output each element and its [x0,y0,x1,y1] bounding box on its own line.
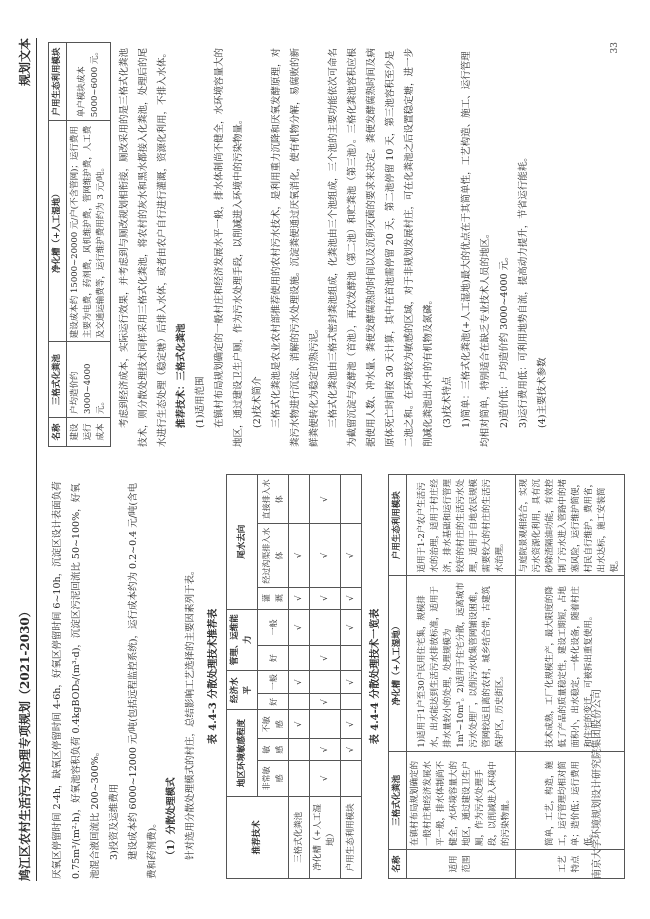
col-subheader: 一般 [258,609,289,646]
subheading: (2)技术简介 [252,376,263,428]
col-subheader: 直接排入水体 [258,475,289,524]
table-row [341,475,362,879]
tech-overview-table-continued [48,42,111,447]
section-label: 规划文本 [18,38,32,87]
subheading: (3)技术特点 [442,376,453,428]
check-cell: √ [310,646,341,671]
row-label: 三格式化粪池 [289,796,310,878]
check-cell: √ [341,670,362,693]
table-cell: 技术成熟，工厂化规模生产，最大限度的降低了产品的质量稳定性，建设工期短，占地面积小，出水稳定，一体化设备，随着村庄和住宅的变迁，可被拆出重复使用。 [516,576,625,751]
col-header: 净化槽（+人工湿地） [49,121,67,342]
check-cell [341,694,362,710]
check-cell: √ [289,710,310,739]
col-group-header: 地区环境敏感程度 [227,710,258,796]
check-cell [310,710,341,739]
section-heading: （1）分散处理模式 [166,777,177,860]
col-group-header: 经济水平 [227,670,258,709]
col-header: 户用生态利用模块 [49,43,67,121]
paragraph: 针对选用分散处理模式的村庄，总结影响工艺选择的主要因素列于表。 [185,565,196,860]
section-heading: 推荐技术：三格式化粪池 [176,323,187,428]
col-group-header: 管理、运维能力 [227,609,258,670]
check-cell: √ [341,587,362,609]
col-subheader: 好 [258,694,289,710]
tech-recommend-table [226,474,362,879]
col-subheader: 一般 [258,670,289,693]
table-cell: 1)适用于1户至30户民用住宅集，规模排水，出水能达到生活污水排放标准，适用于排水量较小的处理，处理规模为 1m³~10m³。2)适用于住宅分散，远离城市污水处理厂，以削污水收集管网铺设困难，管网较远且离的农村，城乡结合带，古建筑保护区，历史街区。 [407,576,516,751]
subheading: (1)适用范围 [195,376,206,428]
table-cell: 户均造价约 3000~4000 元。 [67,342,111,418]
check-cell [310,670,341,693]
left-column [48,474,625,879]
col-header: 推荐技术 [227,796,289,878]
row-label: 户用生态利用模块 [341,796,362,878]
row-label: 净化槽（+人工湿地） [310,796,341,878]
page-header [12,38,37,881]
document-title: 鸠江区农村生活污水治理专项规划（2021-2030） [18,605,32,881]
right-column [48,42,552,447]
col-header: 名称 [49,418,67,447]
paragraph: 建设成本约 6000~12000 元/吨(包括远程监控系统)，运行成本约为 0.2~0.4 元/吨(含电费和药剂费)。 [128,482,158,879]
check-cell [289,475,310,524]
paragraph: 在镇村布局规划确定的一般村庄和经济发展水平一般，排水体制尚不健全，水环境容量大的地区，通过建设卫生户厕，作为污水处理手段，以削减进入环境中的污染物量。 [214,47,244,447]
table-cell: 单户模块成本 5000~6000 元。 [67,43,111,121]
check-cell [310,609,341,646]
col-header: 户用生态利用模块 [389,475,407,576]
check-cell [289,694,310,710]
subheading: (4)主要技术参数 [537,357,548,428]
check-cell [341,646,362,671]
paragraph: 三格式化粪池由三格式密封粪池组成，化粪池由三个池组成，三个池的主要功能依次可命名为截留沉淀与发酵池（首池），再次发酵池（第二池）和贮粪池（第三池）。三格化粪池容积应根据使用人数、冲水量、粪便发酵腐熟的时间以及沉卵灭菌的要求来决定。粪便发酵腐熟时间及病原体死亡时间按 30 天计算，其中在首池需停留 20 天，第二池停留 10 天，第三池容积至少是二池之和。在环境较为敏感的区域，对于非规划发展村庄，可在化粪池之后设置稳定塘，进一步削减化粪池出水中的有机物及氮磷。 [328,47,434,447]
footer-organization: 南京大学环境规划设计研究院集团股份公司 [592,689,603,879]
check-cell: √ [310,524,341,587]
table-row [67,43,111,447]
check-cell: √ [289,670,310,693]
col-group-header: 尾水去向 [227,475,258,610]
check-cell: √ [310,475,341,524]
paragraph: 三格式化粪池是农业农村部推荐使用的农村污水技术，是利用重力沉降和厌氧发酵原理，对粪污水物进行沉淀、消解的污水处理设施。沉淀粪便通过厌氧消化，使有机物分解，易腐败的新鲜粪便转化为稳定的熟污泥。 [271,47,320,447]
table-cell: 与庭院景观相结合，实现污水资源化利用，具有沉砂除渣隔油功能，有效控制了污水进入管路中的堵塞风险，运行维护简便，村民自行维护，费用省，出水达标，施工安装简便。 [516,475,625,576]
paragraph: 1)简单：三格式化粪池(+人工湿地)最大的优点在于其简单性，工艺构造、施工、运行管理均相对简单，特别适合在缺乏专业技术人员的地区。 [461,51,491,447]
check-cell: √ [289,609,310,646]
check-cell: √ [310,739,341,761]
row-label: 适用范围 [407,850,516,879]
table-row [310,475,341,879]
check-cell: √ [289,587,310,609]
check-cell [341,475,362,524]
table-row [289,475,310,879]
paragraph: 考虑到经济成本，实际运行效果，并考虑到与厕改规划相衔接，厕改采用的是三格式化粪池技术，则分散处理技术同样采用三格式化粪池，将农村的灰水和黑水都接入化粪池，处理后的尾水进行生态处理（稳定塘）后排入水体，或者由农户自行进行灌溉，资源化利用，不排入水体。 [119,47,168,447]
check-cell [289,739,310,761]
col-header: 三格式化粪池 [389,751,407,849]
check-cell: √ [310,761,341,797]
table-cell: 简单，工艺，构造，施工，运行管理均相对简单；造价低；运行费用低。 [516,751,625,849]
col-subheader: 不敏感 [258,710,289,739]
check-cell [289,761,310,797]
check-cell: √ [310,694,341,710]
col-header: 三格式化粪池 [49,342,67,418]
paragraph: 3)运行费用低：可利用地势自流，提高动力提升，节省运行能耗。 [518,152,529,428]
paragraph: 厌氧区停留时间 2-4h，缺氧区停留时间 4-6h，好氧区停留时间 6~10h，沉淀区设计表面负荷 0.75m³/(m²·h)，好氧池容积负荷 0.4kgBOD₅/(m³·d)，沉淀区污泥回流比 50~100%，好氧池混合液回流比 200~300%。 [52,481,101,879]
col-subheader: 好 [258,646,289,671]
table-row [516,475,625,879]
col-subheader: 敏感 [258,739,289,761]
col-subheader: 灌溉 [258,587,289,609]
check-cell: √ [341,739,362,761]
table-row [407,475,516,879]
row-label: 工艺特点 [516,850,625,879]
page-number: 33 [610,42,620,54]
col-header: 名称 [389,850,407,879]
check-cell [289,646,310,671]
table-cell: 在镇村布局规划确定的一般村庄和经济发展水平一般，排水体制尚不健全，水环境容量大的地区，通过建设卫生户厕，作为污水处理手段，以削减进入环境中的污染物量。 [407,751,516,849]
check-cell: √ [289,524,310,587]
col-subheader: 经过沟渠排入水体 [258,524,289,587]
col-header: 净化槽（+人工湿地） [389,576,407,751]
check-cell [341,761,362,797]
col-subheader: 非常敏感 [258,761,289,797]
table-caption: 表 4.4-4 分散处理技术一览表 [370,608,381,745]
subheading-investment: 3)投资及运维费用 [109,783,120,860]
check-cell: √ [341,710,362,739]
table-cell: 适用于1-2户农户生活污水的治理，适用于村庄经济，排水基础和运行管理较好的村庄的生活污水处理，适用于自地农民规模需要较大的村庄的生活污水治理。 [407,475,516,576]
check-cell: √ [341,609,362,646]
table-caption: 表 4.4-3 分散处理技术推荐表 [208,608,219,745]
paragraph: 2)造价低：户均造价约 3000~4000 元。 [499,251,510,428]
check-cell: √ [341,524,362,587]
row-label: 建设运行成本 [67,418,111,447]
table-cell: 建设成本约 15000~20000 元/户(不含管网)；运行费用主要为电费，药剂费，风机维护费，管网维护费，人工费及交通运输费等，运行维护费用约为 3 元/吨。 [67,121,111,342]
check-cell: √ [310,587,341,609]
